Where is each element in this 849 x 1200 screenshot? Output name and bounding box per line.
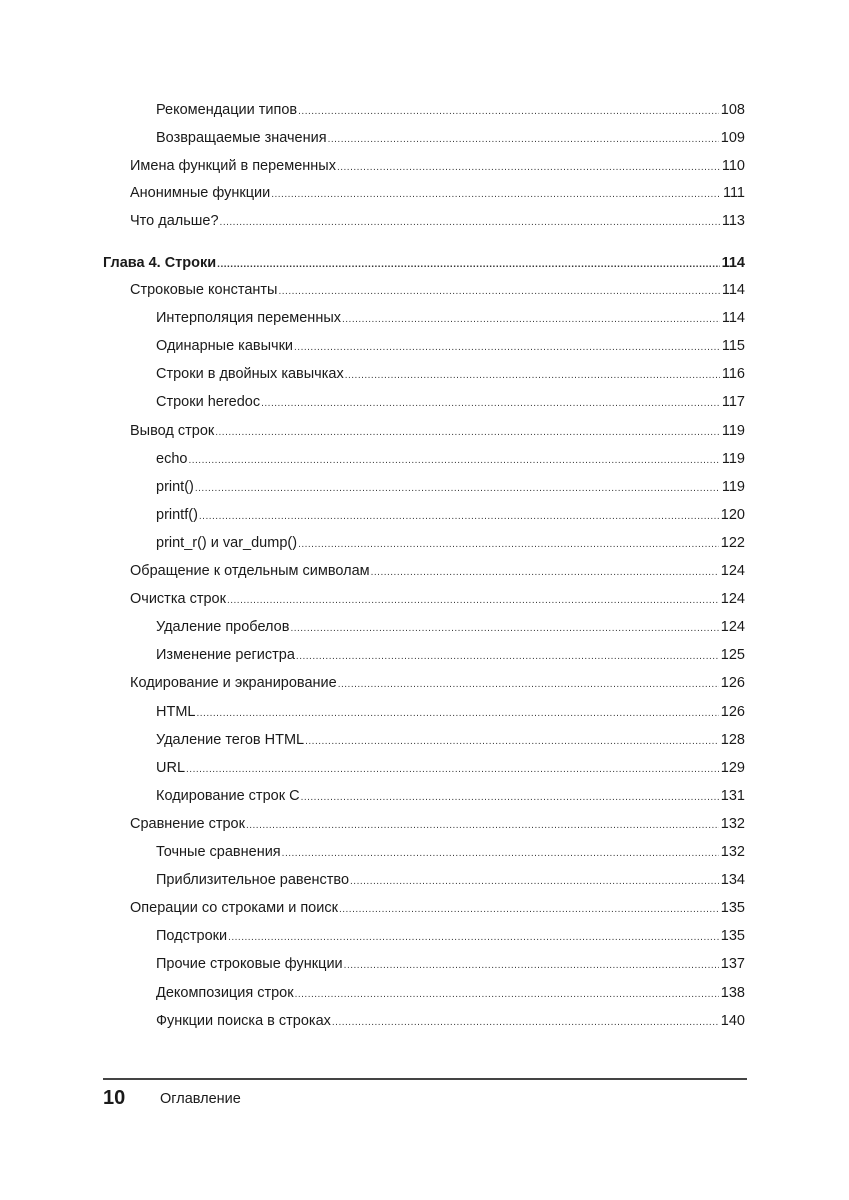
toc-entry — [0, 898, 745, 918]
toc-entry-page: 138 — [720, 984, 745, 1001]
dot-leader — [220, 213, 720, 233]
toc-entry-page: 119 — [721, 422, 745, 439]
dot-leader — [339, 900, 719, 920]
toc-entry-page: 135 — [720, 900, 745, 917]
dot-leader — [371, 563, 719, 583]
dot-leader — [290, 619, 718, 639]
toc-entry — [0, 392, 745, 412]
toc-entry-page: 140 — [720, 1012, 745, 1029]
toc-entry — [0, 870, 745, 890]
toc-entry-page: 119 — [721, 478, 745, 495]
toc-entry-title: Рекомендации типов — [156, 102, 298, 118]
toc-entry-title: Удаление пробелов — [156, 619, 290, 636]
toc-entry-page: 115 — [721, 338, 745, 355]
toc-entry-title: Строковые константы — [130, 282, 278, 298]
dot-leader — [228, 928, 719, 948]
toc-entry-title: Точные сравнения — [156, 844, 281, 860]
toc-entry — [0, 183, 745, 203]
toc-entry-title: Операции со строками и поиск — [130, 900, 338, 917]
toc-entry-title: Кодирование строк C — [156, 787, 300, 804]
dot-leader — [332, 1013, 719, 1033]
toc-entry-title: Анонимные функции — [130, 185, 271, 202]
toc-entry-title: Возвращаемые значения — [156, 129, 327, 146]
toc-entry-title: Обращение к отдельным символам — [130, 563, 370, 579]
toc-entry-title: Изменение регистра — [156, 647, 295, 664]
toc-entry-title: Строки heredoc — [156, 394, 261, 411]
toc-entry — [0, 364, 745, 384]
toc-entry-page: 132 — [720, 815, 745, 832]
toc-entry-title: Что дальше? — [130, 213, 219, 230]
toc-entry-page: 114 — [721, 310, 745, 327]
toc-entry-page: 132 — [720, 844, 745, 860]
toc-entry-page: 124 — [720, 591, 745, 608]
footer-rule — [103, 1078, 747, 1080]
toc-entry — [0, 280, 745, 300]
toc-entry-title: Удаление тегов HTML — [156, 731, 305, 748]
dot-leader — [278, 282, 719, 302]
toc-entry — [0, 926, 745, 946]
toc-entry — [0, 449, 745, 469]
toc-entry-page: 108 — [720, 102, 745, 118]
toc-entry-page: 111 — [722, 185, 745, 202]
page-number: 10 — [103, 1087, 126, 1109]
toc-chapter — [0, 253, 745, 273]
toc-entry-page: 135 — [720, 928, 745, 945]
dot-leader — [305, 732, 719, 752]
dot-leader — [195, 479, 720, 499]
toc-entry — [0, 336, 745, 356]
toc-entry — [0, 308, 745, 328]
toc-entry — [0, 954, 745, 974]
toc-entry-title: Одинарные кавычки — [156, 338, 294, 355]
toc-entry-title: Подстроки — [156, 928, 228, 945]
toc-entry — [0, 673, 745, 693]
toc-entry-title: Глава 4. Строки — [103, 255, 217, 271]
toc-entry-page: 124 — [720, 563, 745, 579]
dot-leader — [215, 423, 720, 443]
toc-entry-page: 114 — [721, 282, 745, 298]
toc-entry — [0, 730, 745, 750]
dot-leader — [261, 394, 720, 414]
toc-entry-title: Сравнение строк — [130, 815, 245, 832]
toc-entry — [0, 617, 745, 637]
toc-entry — [0, 211, 745, 231]
toc-entry — [0, 842, 745, 862]
toc-entry-title: Очистка строк — [130, 591, 226, 608]
toc-entry — [0, 561, 745, 581]
dot-leader — [186, 760, 719, 780]
toc-entry-page: 129 — [720, 759, 745, 776]
toc-entry-title: Вывод строк — [130, 422, 215, 439]
toc-entry-title: Декомпозиция строк — [156, 984, 294, 1001]
toc-entry — [0, 100, 745, 120]
dot-leader — [246, 816, 719, 836]
toc-entry-title: print() — [156, 478, 194, 495]
toc-entry-page: 114 — [721, 255, 745, 271]
toc-entry-page: 125 — [720, 647, 745, 664]
toc-entry — [0, 589, 745, 609]
dot-leader — [227, 591, 719, 611]
dot-leader — [298, 535, 719, 555]
dot-leader — [328, 130, 719, 150]
toc-entry-title: Прочие строковые функции — [156, 956, 343, 973]
toc-entry-page: 134 — [720, 872, 745, 889]
dot-leader — [344, 956, 719, 976]
toc-entry-page: 122 — [720, 534, 745, 551]
dot-leader — [294, 338, 720, 358]
dot-leader — [301, 788, 719, 808]
toc-entry-page: 113 — [721, 213, 745, 230]
toc-entry-title: Функции поиска в строках — [156, 1012, 331, 1029]
dot-leader — [298, 102, 719, 122]
toc-entry — [0, 983, 745, 1003]
toc-entry-page: 117 — [721, 394, 745, 411]
running-title: Оглавление — [160, 1091, 241, 1107]
toc-entry — [0, 533, 745, 553]
dot-leader — [295, 985, 719, 1005]
toc-entry — [0, 128, 745, 148]
toc-entry-title: Имена функций в переменных — [130, 157, 336, 174]
toc-entry — [0, 156, 745, 176]
toc-entry-title: HTML — [156, 703, 196, 720]
toc-entry — [0, 786, 745, 806]
dot-leader — [338, 675, 719, 695]
toc-entry-page: 126 — [720, 675, 745, 692]
dot-leader — [345, 366, 720, 386]
dot-leader — [196, 704, 718, 724]
dot-leader — [296, 647, 719, 667]
dot-leader — [217, 255, 719, 275]
toc-entry — [0, 645, 745, 665]
toc-entry-title: Приблизительное равенство — [156, 872, 350, 889]
toc-entry-page: 120 — [720, 506, 745, 523]
toc-entry — [0, 702, 745, 722]
toc-entry-title: Строки в двойных кавычках — [156, 366, 344, 383]
toc-entry-title: echo — [156, 450, 188, 467]
toc-entry-page: 137 — [720, 956, 745, 973]
toc-entry-page: 124 — [720, 619, 745, 636]
toc-entry-page: 109 — [720, 129, 745, 146]
toc-entry — [0, 505, 745, 525]
dot-leader — [282, 844, 719, 864]
toc-entry-page: 131 — [720, 787, 745, 804]
dot-leader — [350, 872, 719, 892]
dot-leader — [199, 507, 719, 527]
toc-entry-page: 116 — [721, 366, 745, 383]
dot-leader — [337, 158, 720, 178]
dot-leader — [342, 310, 720, 330]
toc-entry-title: printf() — [156, 506, 198, 523]
toc-entry-title: Кодирование и экранирование — [130, 675, 337, 692]
toc-entry — [0, 814, 745, 834]
toc-entry-page: 110 — [721, 157, 745, 174]
toc-entry-title: Интерполяция переменных — [156, 310, 341, 327]
toc-entry-page: 126 — [720, 703, 745, 720]
toc-entry-title: URL — [156, 759, 186, 776]
dot-leader — [271, 185, 721, 205]
toc-entry-title: print_r() и var_dump() — [156, 534, 298, 551]
toc-entry-page: 128 — [720, 731, 745, 748]
toc-entry — [0, 758, 745, 778]
dot-leader — [188, 451, 719, 471]
toc-entry — [0, 421, 745, 441]
toc-entry — [0, 477, 745, 497]
toc-entry-page: 119 — [721, 450, 745, 467]
toc-entry — [0, 1011, 745, 1031]
